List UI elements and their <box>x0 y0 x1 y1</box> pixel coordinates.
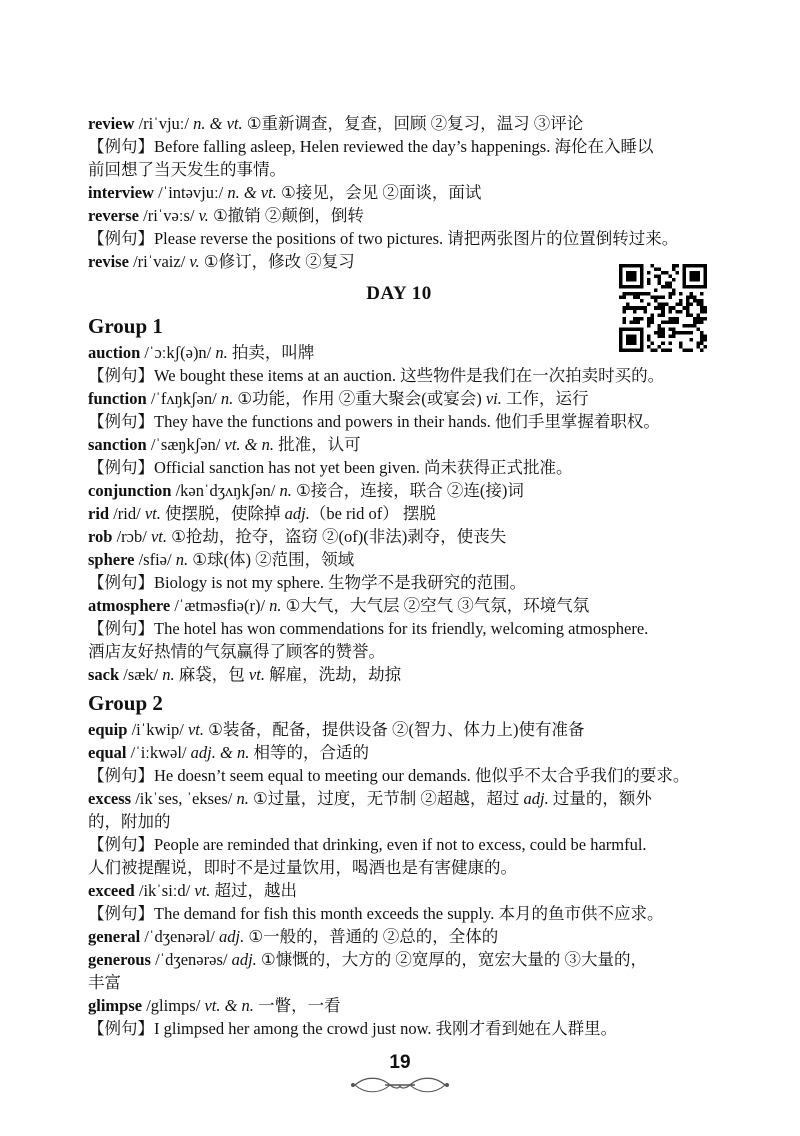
headword: sack <box>88 665 120 684</box>
example-line: 【例句】Biology is not my sphere. 生物学不是我研究的范围。 <box>88 573 527 592</box>
headword: rid <box>88 504 110 523</box>
part-of-speech: vi. <box>485 389 502 408</box>
part-of-speech: adj. <box>219 927 245 946</box>
entry-line <box>88 948 710 971</box>
headword: general <box>88 927 141 946</box>
definition: ①接合，连接，联合 ②连(接)词 <box>291 481 524 500</box>
definition: 拍卖，叫牌 <box>227 343 315 362</box>
part-of-speech: adj. <box>284 504 310 523</box>
example-line: 【例句】I glimpsed her among the crowd just now. 我刚才看到她在人群里。 <box>88 1019 618 1038</box>
example-line: 【例句】He doesn’t seem equal to meeting our demands. 他似乎不太合乎我们的要求。 <box>88 766 690 785</box>
part-of-speech: n. <box>215 343 228 362</box>
phonetic: /riˈvjuː/ <box>134 114 194 133</box>
entry-line <box>88 479 710 502</box>
headword: conjunction <box>88 481 172 500</box>
example-line: 前回想了当天发生的事情。 <box>88 160 286 179</box>
definition: 过量的，额外 <box>548 789 652 808</box>
entry-line <box>88 525 710 548</box>
example-line: 人们被提醒说，即时不是过量饮用，喝酒也是有害健康的。 <box>88 858 517 877</box>
headword: sanction <box>88 435 147 454</box>
definition: ①一般的，普通的 ②总的，全体的 <box>244 927 499 946</box>
headword: glimpse <box>88 996 143 1015</box>
headword: excess <box>88 789 132 808</box>
example-line: 【例句】Official sanction has not yet been given. 尚未获得正式批准。 <box>88 458 573 477</box>
phonetic: /kənˈdʒʌŋkʃən/ <box>171 481 280 500</box>
phonetic: /rɔb/ <box>112 527 151 546</box>
headword: review <box>88 114 135 133</box>
day-title: DAY 10 <box>366 283 432 304</box>
phonetic: /ˈdʒenərəl/ <box>140 927 220 946</box>
part-of-speech: v. <box>189 252 200 271</box>
scroll-ornament-icon <box>345 1074 455 1096</box>
phonetic: /ˈdʒenərəs/ <box>150 950 232 969</box>
definition: ①过量，过度，无节制 ②超越，超过 <box>248 789 524 808</box>
example-line: 【例句】People are reminded that drinking, even if not to excess, could be harmful. <box>88 835 647 854</box>
definition: 超过，越出 <box>210 881 297 900</box>
phonetic: /sfiə/ <box>134 550 176 569</box>
dictionary-page <box>88 112 710 1040</box>
definition: ①撤销 ②颠倒，倒转 <box>208 206 364 225</box>
part-of-speech: adj. & n. <box>190 743 250 762</box>
part-of-speech: vt. <box>248 665 265 684</box>
example-line: 【例句】Before falling asleep, Helen reviewed the day’s happenings. 海伦在入睡以 <box>88 137 654 156</box>
definition: ①抢劫，抢夺，盗窃 ②(of)(非法)剥夺，使丧失 <box>167 527 507 546</box>
entry-line <box>88 502 710 525</box>
definition: ①功能，作用 ②重大聚会(或宴会) <box>233 389 486 408</box>
definition: ①装备，配备，提供设备 ②(智力、体力上)使有准备 <box>203 720 585 739</box>
phonetic: /rid/ <box>109 504 145 523</box>
entry-line <box>88 433 710 456</box>
part-of-speech: n. <box>175 550 189 569</box>
group-1-heading: Group 1 <box>88 314 163 338</box>
phonetic: /riˈvəːs/ <box>139 206 199 225</box>
entry-line <box>88 594 710 617</box>
example-line: 【例句】We bought these items at an auction. 这些物件是我们在一次拍卖时买的。 <box>88 366 665 385</box>
example-line: 酒店友好热情的气氛赢得了顾客的赞誉。 <box>88 642 385 661</box>
definition: ①球(体) ②范围，领域 <box>188 550 355 569</box>
example-line: 的，附加的 <box>88 812 171 831</box>
part-of-speech: n. & vt. <box>193 114 243 133</box>
part-of-speech: vt. <box>150 527 167 546</box>
definition: 工作，运行 <box>501 389 589 408</box>
headword: equip <box>88 720 128 739</box>
definition: 麻袋，包 <box>174 665 249 684</box>
part-of-speech: n. <box>220 389 234 408</box>
headword: revise <box>88 252 129 271</box>
part-of-speech: adj. <box>231 950 257 969</box>
entry-line <box>88 741 710 764</box>
headword: auction <box>88 343 141 362</box>
headword: interview <box>88 183 154 202</box>
headword: atmosphere <box>88 596 171 615</box>
entry-line <box>88 879 710 902</box>
definition: ①修订，修改 ②复习 <box>199 252 355 271</box>
headword: exceed <box>88 881 135 900</box>
definition: 一瞥，一看 <box>253 996 341 1015</box>
entry-line <box>88 387 710 410</box>
example-line: 【例句】The hotel has won commendations for its friendly, welcoming atmosphere. <box>88 619 649 638</box>
part-of-speech: n. & vt. <box>227 183 277 202</box>
example-line: 丰富 <box>88 973 121 992</box>
group-1-entries <box>88 341 710 686</box>
qr-code-icon <box>619 264 707 352</box>
example-line: 【例句】They have the functions and powers in their hands. 他们手里掌握着职权。 <box>88 412 660 431</box>
phonetic: /ikˈses, ˈekses/ <box>131 789 237 808</box>
definition: 使摆脱，使除掉 <box>160 504 285 523</box>
part-of-speech: vt. & n. <box>204 996 254 1015</box>
phonetic: /sæk/ <box>119 665 163 684</box>
definition: ①大气，大气层 ②空气 ③气氛，环境气氛 <box>281 596 590 615</box>
headword: equal <box>88 743 127 762</box>
part-of-speech: vt. <box>194 881 211 900</box>
phonetic: /glimps/ <box>142 996 205 1015</box>
entry-line <box>88 341 710 364</box>
entry-line <box>88 548 710 571</box>
phonetic: /ˈsæŋkʃən/ <box>146 435 225 454</box>
phonetic: /iˈkwip/ <box>127 720 188 739</box>
entry-line <box>88 663 710 686</box>
headword: function <box>88 389 147 408</box>
part-of-speech: vt. & n. <box>224 435 275 454</box>
entry-line <box>88 204 710 227</box>
entry-line <box>88 787 710 810</box>
part-of-speech: adj. <box>523 789 549 808</box>
part-of-speech: n. <box>279 481 292 500</box>
definition: ①接见，会见 ②面谈，面试 <box>276 183 482 202</box>
entry-line <box>88 994 710 1017</box>
page-number: 19 <box>389 1052 411 1073</box>
phonetic: /ˈiːkwəl/ <box>126 743 191 762</box>
group-2-heading: Group 2 <box>88 691 163 715</box>
part-of-speech: v. <box>198 206 209 225</box>
entry-line <box>88 925 710 948</box>
entry-line <box>88 250 710 273</box>
entry-line <box>88 112 710 135</box>
part-of-speech: vt. <box>144 504 161 523</box>
part-of-speech: n. <box>162 665 175 684</box>
phonetic: /ˈfʌŋkʃən/ <box>146 389 221 408</box>
phonetic: /ˈætməsfiə(r)/ <box>170 596 270 615</box>
headword: reverse <box>88 206 139 225</box>
part-of-speech: n. <box>269 596 282 615</box>
part-of-speech: n. <box>236 789 249 808</box>
phonetic: /riˈvaiz/ <box>128 252 190 271</box>
page-footer <box>345 1052 455 1102</box>
group-2-entries <box>88 718 710 1040</box>
headword: sphere <box>88 550 135 569</box>
headword: generous <box>88 950 151 969</box>
phonetic: /ikˈsiːd/ <box>134 881 195 900</box>
part-of-speech: vt. <box>187 720 204 739</box>
entries-top <box>88 112 710 273</box>
definition: ①重新调查，复查，回顾 ②复习，温习 ③评论 <box>242 114 584 133</box>
definition: 批准，认可 <box>274 435 361 454</box>
example-line: 【例句】The demand for fish this month exceeds the supply. 本月的鱼市供不应求。 <box>88 904 664 923</box>
entry-line <box>88 718 710 741</box>
phonetic: /ˈintəvjuː/ <box>153 183 228 202</box>
entry-line <box>88 181 710 204</box>
definition: 解雇，洗劫，劫掠 <box>264 665 402 684</box>
definition: ①慷慨的，大方的 ②宽厚的，宽宏大量的 ③大量的， <box>256 950 647 969</box>
definition: （be rid of） 摆脱 <box>309 504 436 523</box>
example-line: 【例句】Please reverse the positions of two pictures. 请把两张图片的位置倒转过来。 <box>88 229 679 248</box>
headword: rob <box>88 527 113 546</box>
definition: 相等的，合适的 <box>249 743 369 762</box>
phonetic: /ˈɔːkʃ(ə)n/ <box>140 343 216 362</box>
